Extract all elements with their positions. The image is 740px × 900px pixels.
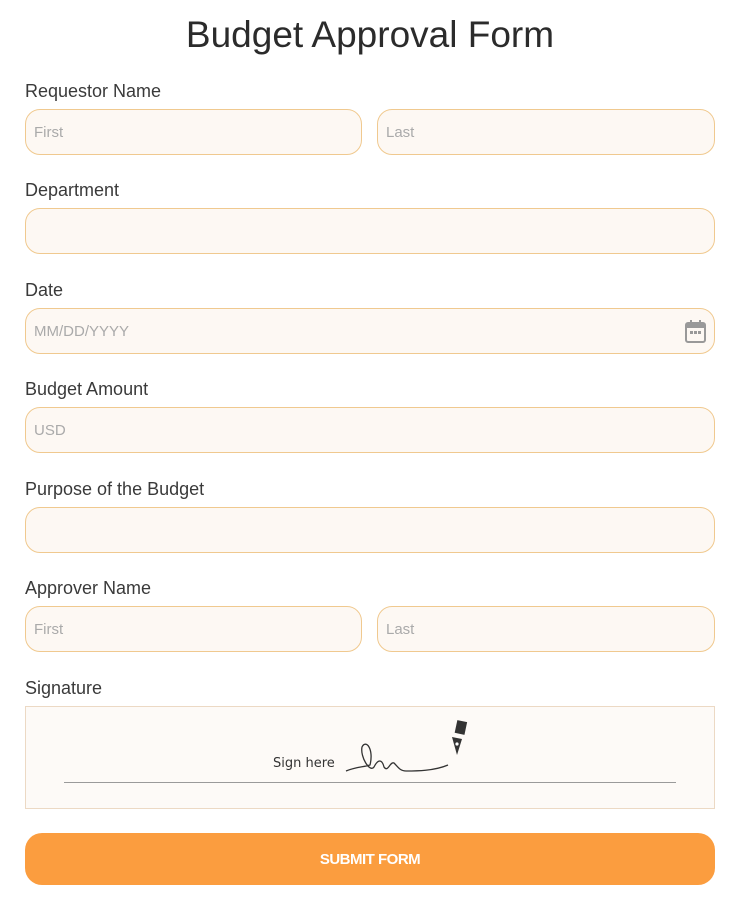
pen-icon [344,719,474,779]
approver-first-input[interactable] [25,606,362,652]
date-label: Date [25,280,64,300]
calendar-icon[interactable] [685,320,706,343]
placeholder: Last [386,620,415,638]
requestor-name-label: Requestor Name [25,81,162,101]
purpose-label: Purpose of the Budget [25,479,205,499]
placeholder: First [34,123,64,141]
department-input[interactable] [25,208,715,254]
placeholder: First [34,620,64,638]
requestor-first-input[interactable] [25,109,362,155]
date-input[interactable] [25,308,715,354]
requestor-last-input[interactable] [377,109,715,155]
signature-pad[interactable] [25,706,715,809]
approver-last-input[interactable] [377,606,715,652]
department-label: Department [25,180,120,200]
signature-line [64,782,676,783]
budget-amount-label: Budget Amount [25,379,149,399]
approver-name-label: Approver Name [25,578,152,598]
budget-amount-input[interactable] [25,407,715,453]
purpose-input[interactable] [25,507,715,553]
sign-here-text: Sign here [273,756,335,771]
signature-label: Signature [25,678,103,698]
page-title: Budget Approval Form [185,14,555,55]
placeholder: MM/DD/YYYY [34,322,130,340]
submit-form-button[interactable]: SUBMIT FORM [25,833,715,885]
placeholder: Last [386,123,415,141]
placeholder: USD [34,421,66,439]
